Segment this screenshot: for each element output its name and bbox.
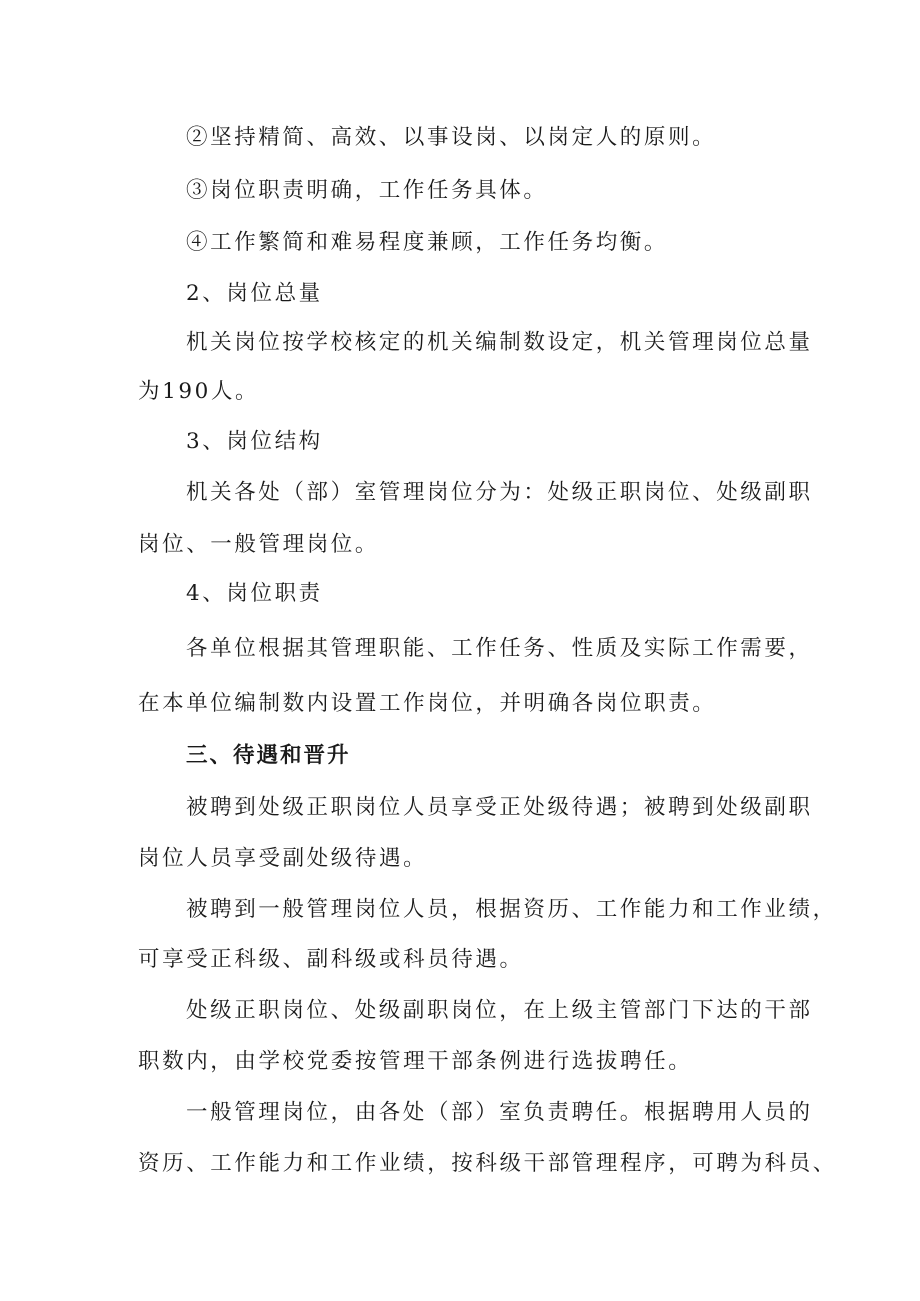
section-heading-post-total: 2、岗位总量: [186, 281, 323, 306]
paragraph-line: 职数内，由学校党委按管理干部条例进行选拔聘任。: [138, 1049, 693, 1074]
paragraph-line: 岗位、一般管理岗位。: [138, 532, 380, 557]
paragraph-line: 为190人。: [138, 379, 260, 404]
paragraph-line: 一般管理岗位，由各处（部）室负责聘任。根据聘用人员的: [186, 1100, 813, 1125]
paragraph-line: 可享受正科级、副科级或科员待遇。: [138, 947, 524, 972]
paragraph-line: 机关各处（部）室管理岗位分为：处级正职岗位、处级副职: [186, 480, 813, 505]
section-heading-post-structure: 3、岗位结构: [186, 429, 323, 454]
paragraph-line: 在本单位编制数内设置工作岗位，并明确各岗位职责。: [138, 691, 717, 716]
section-heading-treatment: 三、待遇和晋升: [186, 743, 351, 768]
list-item-principle-3: ③岗位职责明确，工作任务具体。: [186, 178, 548, 203]
paragraph-line: 被聘到处级正职岗位人员享受正处级待遇；被聘到处级副职: [186, 795, 813, 820]
section-heading-post-duties: 4、岗位职责: [186, 581, 323, 606]
list-item-principle-4: ④工作繁简和难易程度兼顾，工作任务均衡。: [186, 230, 669, 255]
list-item-principle-2: ②坚持精简、高效、以事设岗、以岗定人的原则。: [186, 125, 717, 150]
paragraph-line: 处级正职岗位、处级副职岗位，在上级主管部门下达的干部: [186, 998, 813, 1023]
paragraph-line: 资历、工作能力和工作业绩，按科级干部管理程序，可聘为科员、: [138, 1151, 837, 1176]
paragraph-line: 岗位人员享受副处级待遇。: [138, 846, 428, 871]
paragraph-line: 机关岗位按学校核定的机关编制数设定，机关管理岗位总量: [186, 330, 813, 355]
paragraph-line: 被聘到一般管理岗位人员，根据资历、工作能力和工作业绩，: [186, 897, 837, 922]
paragraph-line: 各单位根据其管理职能、工作任务、性质及实际工作需要，: [186, 636, 813, 661]
